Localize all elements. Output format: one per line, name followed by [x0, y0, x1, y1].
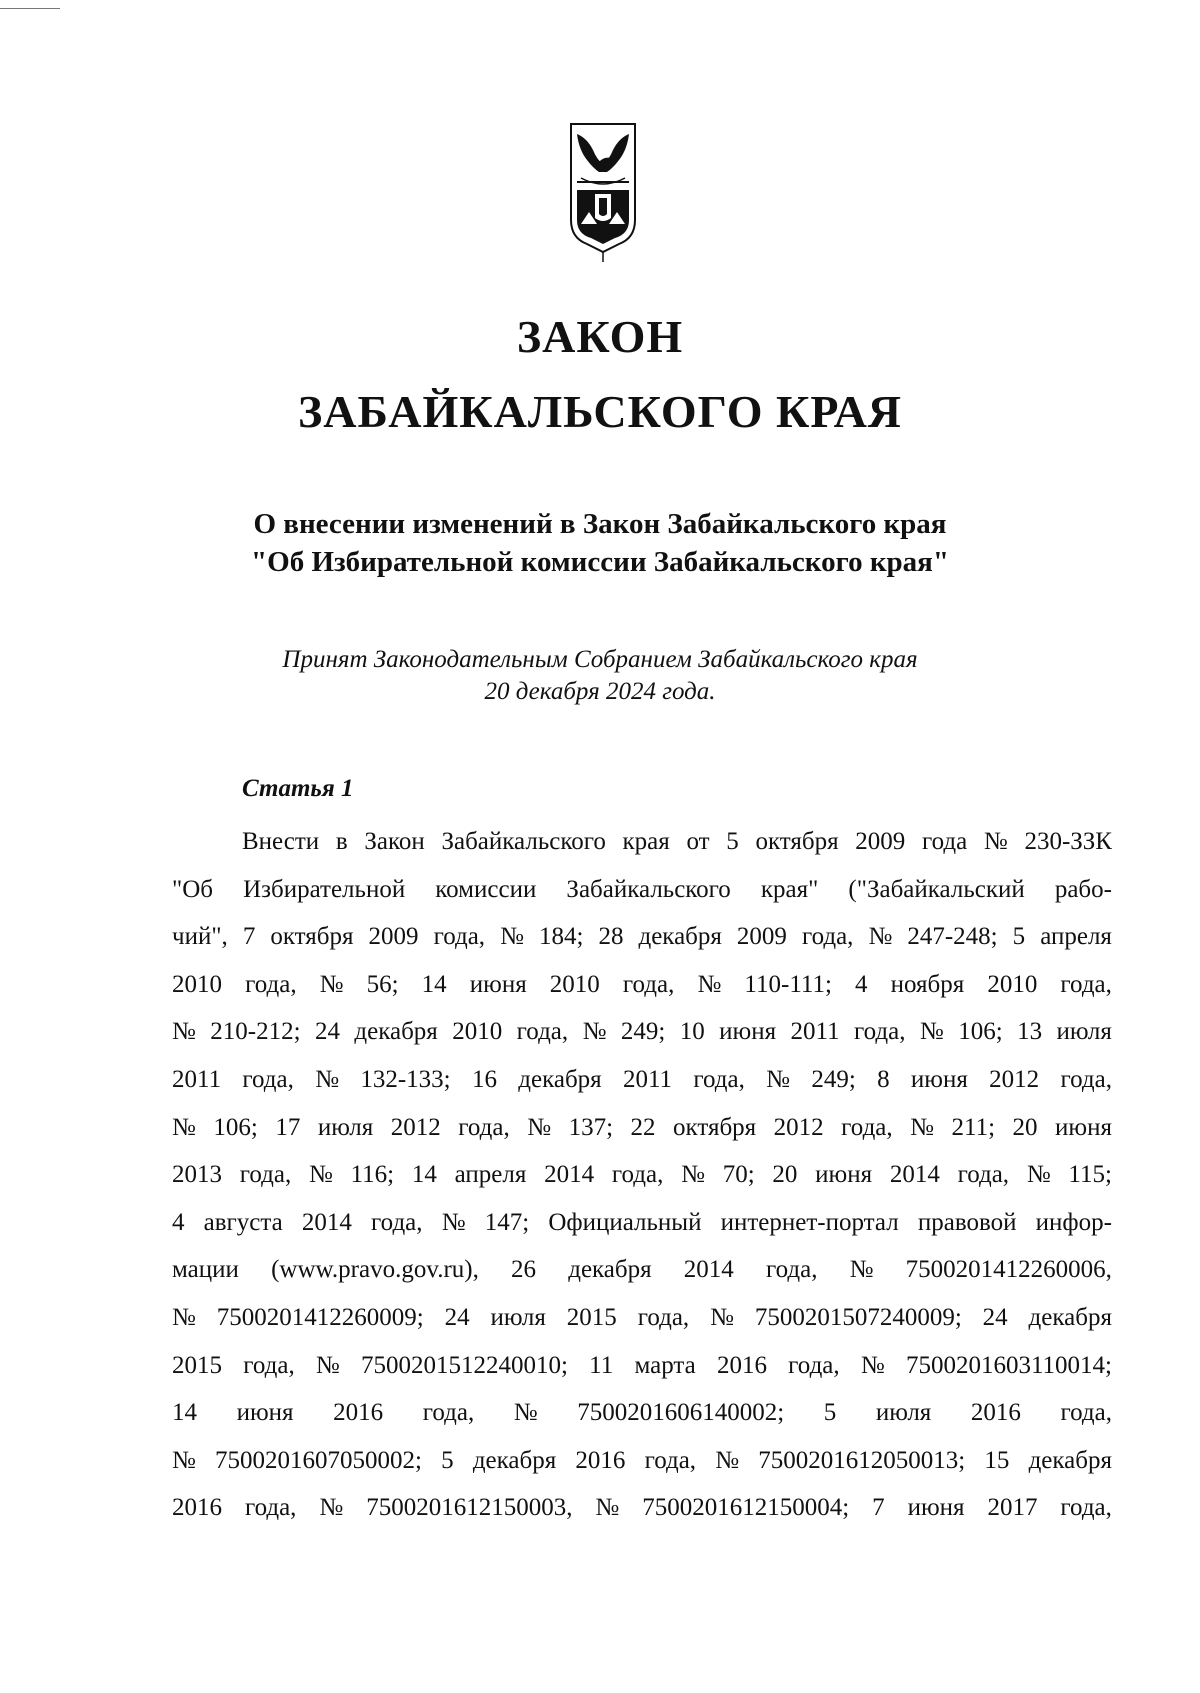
body-word: августа — [203, 1208, 283, 1236]
body-word: декабря — [1028, 1303, 1112, 1331]
body-word: июля — [490, 1303, 546, 1331]
body-word: декабря — [518, 1065, 602, 1093]
body-word: 249; — [811, 1065, 856, 1093]
body-word: года, — [957, 1161, 1010, 1189]
body-word: 4 — [172, 1208, 185, 1236]
body-line — [172, 1393, 1112, 1441]
body-word: края — [622, 828, 670, 855]
body-word: года, — [1060, 1494, 1112, 1522]
body-word: 115; — [1068, 1161, 1112, 1189]
body-word: № — [715, 1446, 740, 1474]
body-word: июня — [236, 1399, 294, 1427]
body-line — [172, 1203, 1112, 1251]
body-word: Официальный — [548, 1208, 702, 1236]
body-word: года, — [458, 1113, 510, 1141]
body-word: года, — [644, 1446, 697, 1474]
body-word: года, — [244, 1494, 297, 1522]
body-word: комиссии — [435, 875, 537, 903]
body-word: 132-133; — [360, 1065, 451, 1093]
body-word: 2014 — [544, 1161, 595, 1189]
body-word: № — [849, 1256, 874, 1284]
body-word: 7500201612050013; — [758, 1446, 966, 1474]
body-word: в — [335, 828, 348, 855]
law-subject — [0, 505, 1200, 581]
body-word: июня — [469, 970, 527, 998]
body-word: инфор- — [1035, 1208, 1112, 1236]
body-word: года, — [637, 1303, 690, 1331]
body-word: от — [686, 828, 710, 855]
adoption-date: 20 декабря 2024 года. — [484, 678, 716, 705]
body-word: 7500201603110014; — [905, 1351, 1112, 1379]
body-line — [172, 1346, 1112, 1394]
body-word: 110-111; — [744, 970, 832, 998]
body-word: 15 — [984, 1446, 1010, 1474]
body-word: № — [172, 1303, 196, 1331]
body-word: 2016 — [575, 1446, 626, 1474]
body-word: июня — [1055, 1113, 1112, 1141]
body-word: № — [172, 1018, 196, 1046]
body-line — [172, 917, 1112, 965]
body-word: № — [315, 1065, 340, 1093]
body-word: края" — [760, 875, 819, 903]
body-word: 7500201412260006, — [905, 1256, 1112, 1284]
body-word: года, — [788, 1351, 840, 1379]
article-body — [172, 822, 1112, 1536]
body-word: 7500201612150003, — [366, 1494, 573, 1522]
body-word: № — [319, 970, 344, 998]
body-word: декабря — [354, 1018, 438, 1046]
body-word: 5 — [823, 1399, 837, 1427]
body-word: 7500201612150004; — [642, 1494, 850, 1522]
body-word: № — [441, 1208, 466, 1236]
body-word: № — [766, 1065, 791, 1093]
body-word: 2010 — [549, 970, 600, 998]
body-word: года, — [516, 1018, 569, 1046]
body-word: 2011 — [790, 1018, 840, 1046]
body-word: декабря — [638, 923, 722, 951]
body-line — [172, 965, 1112, 1013]
body-word: 7 — [242, 923, 256, 951]
body-word: июля — [875, 1399, 932, 1427]
body-word: 230-ЗЗК — [1024, 828, 1112, 855]
body-word: Забайкальского — [566, 875, 731, 903]
body-word: 5 — [726, 828, 739, 855]
body-word: 2014 — [683, 1256, 734, 1284]
body-word: года, — [245, 970, 297, 998]
body-word: № — [710, 1303, 734, 1331]
body-word: № — [1026, 1161, 1051, 1189]
body-word: интернет-портал — [720, 1208, 899, 1236]
body-word: июня — [815, 1161, 873, 1189]
body-word: 2009 — [736, 923, 787, 951]
body-word: № — [681, 1161, 705, 1189]
adoption-line-1: Принят Законодательным Собранием Забайкальского края — [282, 646, 918, 673]
body-word: 7 — [872, 1494, 885, 1522]
body-word: 22 — [630, 1113, 656, 1141]
body-word: 2010 — [172, 970, 222, 998]
body-word: 7500201507240009; — [754, 1303, 962, 1331]
article-heading: Статья 1 — [242, 775, 354, 802]
body-word: 5 — [1012, 923, 1026, 951]
body-word: 2015 — [566, 1303, 617, 1331]
body-word: № — [172, 1446, 196, 1474]
body-word: № — [983, 828, 1008, 855]
body-word: 5 — [441, 1446, 454, 1474]
body-word: (www.pravo.gov.ru), — [271, 1256, 479, 1284]
body-word: № — [697, 970, 722, 998]
body-word: рабо- — [1054, 875, 1112, 903]
law-region-title: ЗАБАЙКАЛЬСКОГО КРАЯ — [297, 386, 903, 437]
scan-margin-mark — [0, 8, 60, 9]
body-word: 2011 — [172, 1065, 222, 1093]
body-word: № — [315, 1351, 340, 1379]
body-line — [172, 1060, 1112, 1108]
body-word: года, — [243, 1351, 295, 1379]
body-line — [172, 1155, 1112, 1203]
body-word: октября — [270, 923, 354, 951]
body-word: мации — [172, 1256, 239, 1284]
body-word: 2012 — [989, 1065, 1040, 1093]
body-word: 211; — [951, 1113, 996, 1141]
body-word: 7500201607050002; — [215, 1446, 422, 1474]
body-word: июня — [907, 1494, 965, 1522]
body-word: 11 — [589, 1351, 614, 1379]
coat-of-arms-icon — [567, 120, 639, 265]
body-word: 2017 — [987, 1494, 1038, 1522]
body-word: 249; — [620, 1018, 666, 1046]
body-word: 2009 — [855, 828, 906, 855]
body-word: года — [921, 828, 968, 855]
body-word: июля — [317, 1113, 374, 1141]
body-word: 2010 — [452, 1018, 503, 1046]
body-word: года, — [1060, 1065, 1112, 1093]
body-word: 13 — [1017, 1018, 1043, 1046]
body-word: 7500201412260009; — [216, 1303, 424, 1331]
body-word: 24 — [314, 1018, 340, 1046]
body-word: 2016 — [970, 1399, 1021, 1427]
body-word: № — [919, 1018, 944, 1046]
body-word: июня — [910, 1065, 968, 1093]
body-word: апреля — [454, 1161, 527, 1189]
body-word: 26 — [511, 1256, 537, 1284]
body-word: 147; — [484, 1208, 530, 1236]
body-word: 7500201512240010; — [361, 1351, 568, 1379]
body-word: декабря — [472, 1446, 557, 1474]
body-word: 2012 — [773, 1113, 824, 1141]
law-title: ЗАКОН — [516, 311, 684, 362]
body-word: 2009 — [368, 923, 419, 951]
body-word: 7500201606140002; — [577, 1399, 785, 1427]
body-word: 137; — [568, 1113, 614, 1141]
body-word: 24 — [444, 1303, 470, 1331]
body-word: № — [582, 1018, 607, 1046]
body-word: Закон — [364, 828, 425, 855]
body-word: 14 — [172, 1399, 197, 1427]
body-word: 17 — [275, 1113, 301, 1141]
body-line — [172, 1250, 1112, 1298]
body-word: № — [527, 1113, 552, 1141]
body-word: № — [308, 1161, 333, 1189]
body-word: года, — [1060, 1399, 1112, 1427]
body-word: правовой — [917, 1208, 1017, 1236]
body-word: 2014 — [889, 1161, 940, 1189]
body-word: года, — [801, 923, 854, 951]
body-word: 16 — [471, 1065, 497, 1093]
body-word: года, — [242, 1065, 294, 1093]
body-word: года, — [433, 923, 486, 951]
body-word: Внести — [242, 828, 320, 855]
body-word: Забайкальского — [441, 828, 606, 855]
body-word: 56; — [366, 970, 399, 998]
body-word: № — [500, 923, 524, 951]
adoption-note — [0, 644, 1200, 708]
body-word: 2016 — [716, 1351, 767, 1379]
body-word: № — [172, 1113, 196, 1141]
body-word: года, — [1060, 970, 1112, 998]
body-word: № — [513, 1399, 538, 1427]
body-word: № — [868, 923, 893, 951]
body-line — [172, 870, 1112, 918]
body-word: 4 — [855, 970, 868, 998]
body-word: ноября — [890, 970, 965, 998]
body-word: 2011 — [622, 1065, 673, 1093]
body-word: 20 — [772, 1161, 798, 1189]
body-word: 106; — [213, 1113, 258, 1141]
body-word: июля — [1056, 1018, 1112, 1046]
subject-line-1: О внесении изменений в Закон Забайкальского края — [253, 508, 947, 540]
body-word: 184; — [538, 923, 584, 951]
body-word: 2015 — [172, 1351, 222, 1379]
body-word: года, — [239, 1161, 292, 1189]
body-word: года, — [622, 970, 675, 998]
body-word: 24 — [982, 1303, 1008, 1331]
body-word: октября — [673, 1113, 757, 1141]
body-line — [172, 1108, 1112, 1156]
body-word: года, — [611, 1161, 664, 1189]
body-line — [172, 822, 1112, 870]
body-word: 210-212; — [210, 1018, 301, 1046]
body-word: 2016 — [172, 1494, 222, 1522]
body-word: № — [595, 1494, 620, 1522]
body-word: 106; — [958, 1018, 1003, 1046]
body-word: года, — [841, 1113, 893, 1141]
body-word: 2016 — [333, 1399, 384, 1427]
body-word: Избирательной — [243, 875, 406, 903]
body-word: 8 — [877, 1065, 890, 1093]
body-word: чий", — [172, 923, 228, 951]
body-word: № — [910, 1113, 935, 1141]
body-word: ("Забайкальский — [848, 875, 1025, 903]
body-word: июня — [719, 1018, 777, 1046]
body-word: 14 — [421, 970, 447, 998]
body-word: марта — [634, 1351, 696, 1379]
body-word: декабря — [1028, 1446, 1112, 1474]
body-word: № — [860, 1351, 885, 1379]
body-word: октября — [755, 828, 839, 855]
body-word: года, — [371, 1208, 423, 1236]
body-word: 20 — [1012, 1113, 1038, 1141]
body-line — [172, 1298, 1112, 1346]
body-word: года, — [854, 1018, 906, 1046]
body-word: 116; — [350, 1161, 395, 1189]
body-word: 2013 — [172, 1161, 222, 1189]
body-word: 70; — [722, 1161, 755, 1189]
body-word: декабря — [568, 1256, 652, 1284]
body-line — [172, 1441, 1112, 1489]
body-word: апреля — [1040, 923, 1112, 951]
body-word: 2014 — [301, 1208, 352, 1236]
body-word: года, — [422, 1399, 475, 1427]
body-word: 14 — [411, 1161, 437, 1189]
body-word: № — [319, 1494, 344, 1522]
body-word: 2010 — [987, 970, 1038, 998]
body-line — [172, 1488, 1112, 1536]
body-word: 10 — [679, 1018, 705, 1046]
body-word: года, — [765, 1256, 818, 1284]
body-word: 28 — [598, 923, 624, 951]
body-word: года, — [693, 1065, 745, 1093]
subject-line-2: "Об Избирательной комиссии Забайкальского края" — [251, 546, 949, 578]
body-word: 2012 — [390, 1113, 441, 1141]
body-line — [172, 1012, 1112, 1060]
body-word: 247-248; — [907, 923, 998, 951]
body-word: "Об — [172, 875, 213, 903]
